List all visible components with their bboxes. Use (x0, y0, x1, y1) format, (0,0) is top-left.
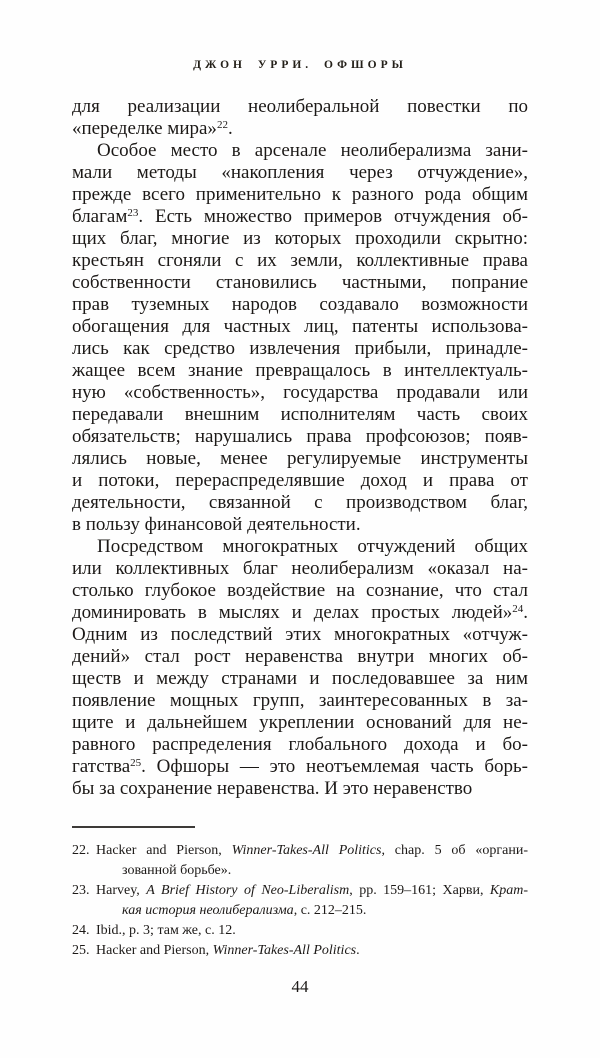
text-line: «переделке мира»$^{22}$. (72, 118, 233, 139)
footnote-list (72, 841, 528, 961)
footnote-number: 25. (72, 943, 90, 958)
text-line: гатства$^{25}$. Офшоры — это неотъемлемая часть борь- (72, 756, 528, 777)
text-line: лялись новые, менее регулируемые инструменты (72, 448, 528, 469)
footnote-text: , с. 212–215. (293, 903, 367, 918)
footnote-separator (72, 826, 195, 828)
text-line: для реализации неолиберальной повестки по (72, 96, 528, 117)
text-line: щите и дальнейшем укреплении оснований для не- (72, 712, 528, 733)
text-line: жащее всем знание превращалось в интеллектуаль- (72, 360, 528, 381)
footnote-reference: 25 (130, 757, 142, 769)
footnote-number: 24. (72, 923, 90, 938)
text-line: и потоки, перераспределявшие доход и права от (72, 470, 528, 491)
footnote-work-title: A Brief History of Neo-Liberalism (146, 883, 350, 898)
text-line: или коллективных благ неолиберализм «оказал на- (72, 558, 528, 579)
text-line: обогащения для частных лиц, патенты использова- (72, 316, 528, 337)
footnote-item (72, 921, 528, 941)
text-line: дений» стал рост неравенства внутри многих об- (72, 646, 528, 667)
text-line: равного распределения глобального дохода и бо- (72, 734, 528, 755)
footnote-item (72, 881, 528, 901)
text-line: деятельности, связанной с производством благ, (72, 492, 528, 513)
footnote-reference: 24 (512, 603, 524, 615)
body-text (72, 96, 528, 800)
text-line: столько глубокое воздействие на сознание, что стал (72, 580, 528, 601)
text-line: благам$^{23}$. Есть множество примеров отчуждения об- (72, 206, 528, 227)
footnote-text: Hacker and Pierson, (96, 943, 213, 958)
page-number: 44 (291, 977, 309, 996)
footnote-continuation-line (72, 861, 528, 881)
footnote-text: Hacker and Pierson, (96, 843, 232, 858)
footnote-reference: 23 (127, 207, 139, 219)
text-line: в пользу финансовой деятельности. (72, 514, 361, 535)
text-line: обязательств; нарушались права профсоюзов; появ- (72, 426, 528, 447)
text-line: лись как средство извлечения прибыли, принадле- (72, 338, 528, 359)
footnote-work-title: Winner-Takes-All Politics (231, 843, 382, 858)
text-line: прежде всего применительно к разного рода общим (72, 184, 528, 205)
footnote-work-title: Крат- (489, 883, 528, 898)
text-line: крестьян сгоняли с их земли, коллективные права (72, 250, 528, 271)
footnote-continuation-line (72, 901, 528, 921)
text-line: Посредством многократных отчуждений общих (97, 536, 528, 557)
running-header: ДЖОН УРРИ. ОФШОРЫ (193, 59, 407, 71)
text-line: Одним из последствий этих многократных «отчуж- (72, 624, 528, 645)
footnote-text: зованной борьбе». (122, 863, 232, 878)
text-line: щих благ, многие из которых проходили скрытно: (72, 228, 528, 249)
text-line: бы за сохранение неравенства. И это неравенство (72, 778, 473, 799)
footnote-text: Harvey, (96, 883, 147, 898)
footnote-text: Ibid., p. 3; там же, с. 12. (96, 923, 236, 938)
text-line: прав туземных народов создавало возможности (72, 294, 528, 315)
text-line: передавали внешним исполнителям часть своих (72, 404, 528, 425)
text-line: мали методы «накопления через отчуждение», (72, 162, 528, 183)
text-line: собственности становились частными, попрание (72, 272, 528, 293)
footnote-number: 23. (72, 883, 90, 898)
footnote-item (72, 841, 528, 861)
footnote-reference: 22 (216, 119, 228, 131)
text-line: Особое место в арсенале неолиберализма зани- (97, 140, 528, 161)
text-line: доминировать в мыслях и делах простых людей»$^{24}$. (72, 602, 528, 623)
footnote-item (72, 941, 528, 961)
text-line: ществ и между странами и последовавшее за ним (72, 668, 528, 689)
footnote-number: 22. (72, 843, 90, 858)
footnote-text: . (356, 943, 360, 958)
footnote-work-title: кая история неолиберализма (122, 903, 294, 918)
footnote-text: , chap. 5 об «органи- (381, 843, 528, 858)
footnote-work-title: Winner-Takes-All Politics (212, 943, 357, 958)
footnote-text: , pp. 159–161; Харви, (349, 883, 490, 898)
text-line: ную «собственность», государства продавали или (72, 382, 528, 403)
text-line: появление мощных групп, заинтересованных в за- (72, 690, 528, 711)
